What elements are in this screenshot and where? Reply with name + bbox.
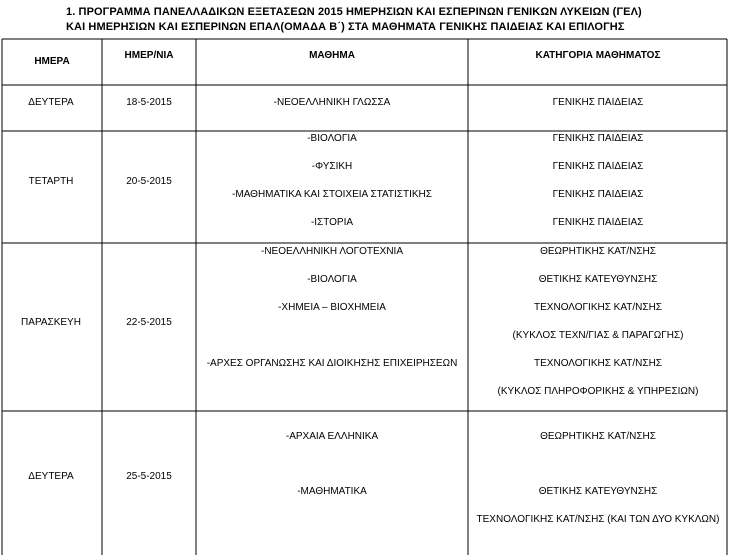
row2-subject-1: -ΒΙΟΛΟΓΙΑ xyxy=(307,133,357,144)
row1-day: ΔΕΥΤΕΡΑ xyxy=(28,97,74,108)
title-line-2: ΚΑΙ ΗΜΕΡΗΣΙΩΝ ΚΑΙ ΕΣΠΕΡΙΝΩΝ ΕΠΑΛ(ΟΜΑΔΑ Β΄) ΣΤΑ ΜΑΘΗΜΑΤΑ ΓΕΝΙΚΗΣ ΠΑΙΔΕΙΑΣ ΚΑΙ ΕΠΙΛΟΓΗΣ xyxy=(66,21,625,33)
row4-subject-2: -ΜΑΘΗΜΑΤΙΚΑ xyxy=(297,486,367,497)
row2-category-4: ΓΕΝΙΚΗΣ ΠΑΙΔΕΙΑΣ xyxy=(552,217,644,228)
row2-category-2: ΓΕΝΙΚΗΣ ΠΑΙΔΕΙΑΣ xyxy=(552,161,644,172)
row3-subject-3: -ΧΗΜΕΙΑ – ΒΙΟΧΗΜΕΙΑ xyxy=(278,302,386,313)
header-date: ΗΜΕΡ/ΝΙΑ xyxy=(124,50,174,61)
header-day: ΗΜΕΡΑ xyxy=(34,56,70,67)
row3-subject-2: -ΒΙΟΛΟΓΙΑ xyxy=(307,274,357,285)
row4-category-3: ΤΕΧΝΟΛΟΓΙΚΗΣ ΚΑΤ/ΝΣΗΣ (ΚΑΙ ΤΩΝ ΔΥΟ ΚΥΚΛΩΝ) xyxy=(476,514,720,525)
row3-category-4: (ΚΥΚΛΟΣ ΤΕΧΝ/ΓΙΑΣ & ΠΑΡΑΓΩΓΗΣ) xyxy=(512,330,684,341)
row3-day: ΠΑΡΑΣΚΕΥΗ xyxy=(21,317,81,328)
title-line-1: 1. ΠΡΟΓΡΑΜΜΑ ΠΑΝΕΛΛΑΔΙΚΩΝ ΕΞΕΤΑΣΕΩΝ 2015 ΗΜΕΡΗΣΙΩΝ ΚΑΙ ΕΣΠΕΡΙΝΩΝ ΓΕΝΙΚΩΝ ΛΥΚΕΙΩΝ (ΓΕΛ) xyxy=(66,6,642,18)
row4-category-2: ΘΕΤΙΚΗΣ ΚΑΤΕΥΘΥΝΣΗΣ xyxy=(538,486,658,497)
row4-date: 25-5-2015 xyxy=(126,471,172,482)
row2-category-3: ΓΕΝΙΚΗΣ ΠΑΙΔΕΙΑΣ xyxy=(552,189,644,200)
row3-subject-1: -ΝΕΟΕΛΛΗΝΙΚΗ ΛΟΓΟΤΕΧΝΙΑ xyxy=(260,246,404,257)
row2-date: 20-5-2015 xyxy=(126,176,172,187)
row4-subject-1: -ΑΡΧΑΙΑ ΕΛΛΗΝΙΚΑ xyxy=(285,431,379,442)
row3-subject-4: -ΑΡΧΕΣ ΟΡΓΑΝΩΣΗΣ ΚΑΙ ΔΙΟΙΚΗΣΗΣ ΕΠΙΧΕΙΡΗΣΕΩΝ xyxy=(206,358,458,369)
row3-category-6: (ΚΥΚΛΟΣ ΠΛΗΡΟΦΟΡΙΚΗΣ & ΥΠΗΡΕΣΙΩΝ) xyxy=(497,386,699,397)
row2-subject-2: -ΦΥΣΙΚΗ xyxy=(311,161,353,172)
row1-date: 18-5-2015 xyxy=(126,97,172,108)
row3-date: 22-5-2015 xyxy=(126,317,172,328)
row2-day: ΤΕΤΑΡΤΗ xyxy=(28,176,74,187)
row1-category-1: ΓΕΝΙΚΗΣ ΠΑΙΔΕΙΑΣ xyxy=(552,97,644,108)
header-category: ΚΑΤΗΓΟΡΙΑ ΜΑΘΗΜΑΤΟΣ xyxy=(535,50,661,61)
header-subject: ΜΑΘΗΜΑ xyxy=(309,50,355,61)
row1-subject-1: -ΝΕΟΕΛΛΗΝΙΚΗ ΓΛΩΣΣΑ xyxy=(273,97,391,108)
row3-category-5: ΤΕΧΝΟΛΟΓΙΚΗΣ ΚΑΤ/ΝΣΗΣ xyxy=(534,358,662,369)
row2-subject-4: -ΙΣΤΟΡΙΑ xyxy=(310,217,354,228)
row2-category-1: ΓΕΝΙΚΗΣ ΠΑΙΔΕΙΑΣ xyxy=(552,133,644,144)
row3-category-3: ΤΕΧΝΟΛΟΓΙΚΗΣ ΚΑΤ/ΝΣΗΣ xyxy=(534,302,662,313)
row4-day: ΔΕΥΤΕΡΑ xyxy=(28,471,74,482)
row4-category-1: ΘΕΩΡΗΤΙΚΗΣ ΚΑΤ/ΝΣΗΣ xyxy=(540,431,656,442)
row2-subject-3: -ΜΑΘΗΜΑΤΙΚΑ ΚΑΙ ΣΤΟΙΧΕΙΑ ΣΤΑΤΙΣΤΙΚΗΣ xyxy=(232,189,432,200)
row3-category-2: ΘΕΤΙΚΗΣ ΚΑΤΕΥΘΥΝΣΗΣ xyxy=(538,274,658,285)
row3-category-1: ΘΕΩΡΗΤΙΚΗΣ ΚΑΤ/ΝΣΗΣ xyxy=(540,246,656,257)
